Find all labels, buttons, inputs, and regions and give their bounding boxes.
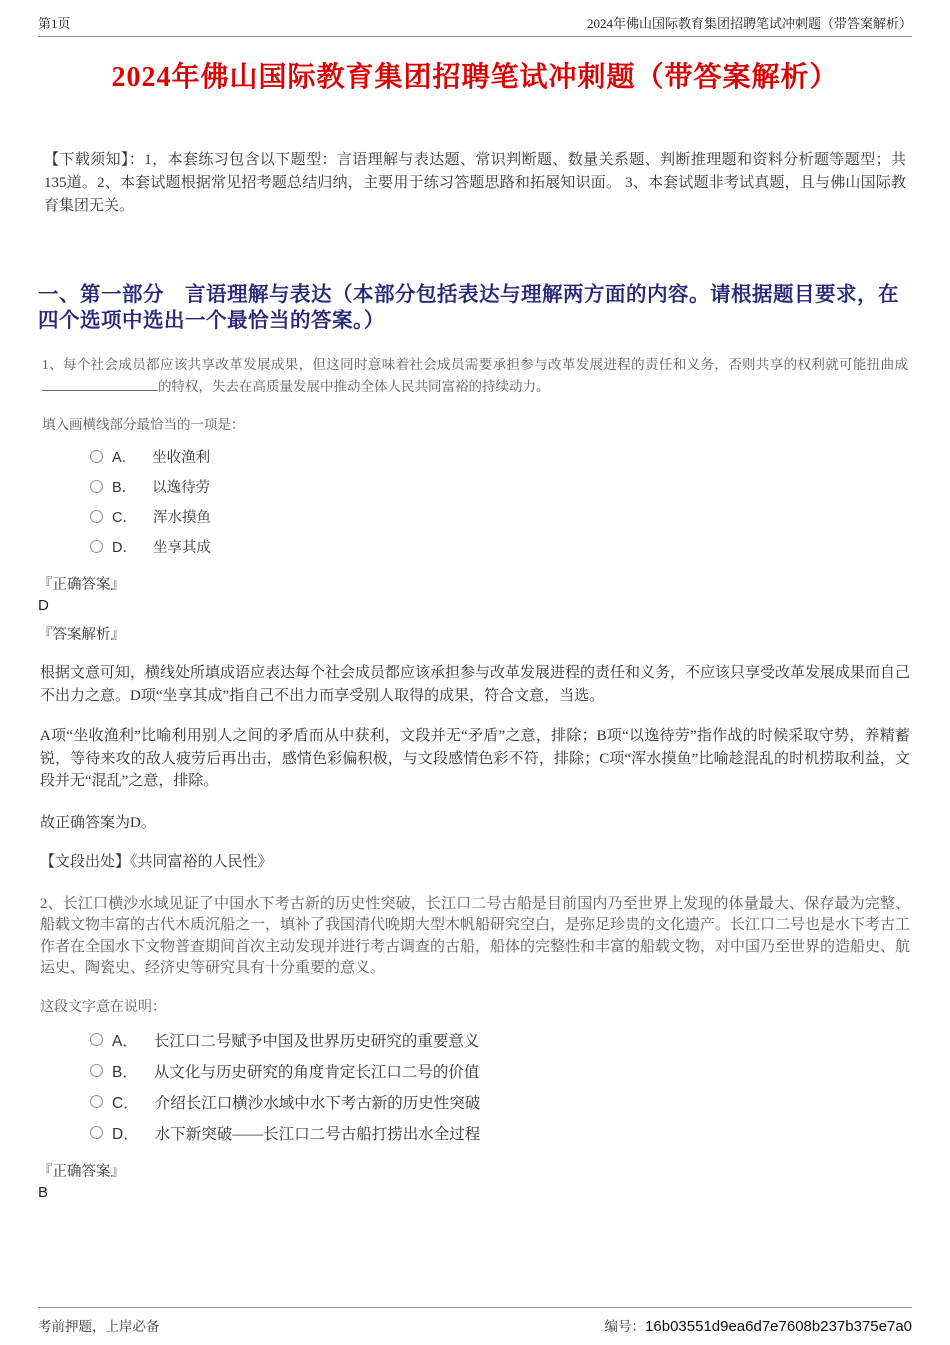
question-2-prompt: 这段文字意在说明： xyxy=(40,999,166,1015)
option-text: 介绍长江口横沙水域中水下考古新的历史性突破 xyxy=(154,1094,481,1112)
radio-button[interactable] xyxy=(90,510,103,523)
option-row-d xyxy=(90,536,912,557)
document-title: 2024年佛山国际教育集团招聘笔试冲刺题（带答案解析） xyxy=(111,62,839,93)
footer-code-value: 16b03551d9ea6d7e7608b237b375e7a0 xyxy=(645,1318,912,1335)
option-row-b xyxy=(90,476,912,497)
option-text: 水下新突破——长江口二号古船打捞出水全过程 xyxy=(154,1125,481,1143)
analysis-paragraph-1: 根据文意可知，横线处所填成语应表达每个社会成员都应该承担参与改革发展进程的责任和义务，不应该只享受改革发展成果而自己不出力之意。D项“坐享其成”指自己不出力而享受别人取得的成果，符合文意，当选。 xyxy=(40,665,911,704)
option-text: 从文化与历史研究的角度肯定长江口二号的价值 xyxy=(153,1063,480,1081)
option-row-d xyxy=(90,1122,912,1144)
header-doc-title: 2024年佛山国际教育集团招聘笔试冲刺题（带答案解析） xyxy=(586,16,912,31)
radio-button[interactable] xyxy=(90,450,103,463)
section-heading: 一、第一部分 言语理解与表达（本部分包括表达与理解两方面的内容。请根据题目要求，在四个选项中选出一个最恰当的答案。） xyxy=(38,284,899,332)
question-2-stem: 2、长江口横沙水域见证了中国水下考古新的历史性突破，长江口二号古船是目前国内乃至世界上发现的体量最大、保存最为完整、船载文物丰富的古代木质沉船之一，填补了我国清代晚期大型木帆船研究空白，是弥足珍贵的文化遗产。长江口二号也是水下考古工作者在全国水下文物普查期间首次主动发现并进行考古调查的古船，船体的完整性和丰富的船载文物，对中国乃至世界的造船史、航运史、陶瓷史、经济史等研究具有十分重要的意义。 xyxy=(40,895,911,976)
question-1 xyxy=(38,354,912,871)
option-letter: A． xyxy=(112,1032,138,1050)
option-row-a xyxy=(90,446,912,467)
question-2 xyxy=(38,894,912,1201)
option-letter: D． xyxy=(112,1125,139,1143)
question-1-stem xyxy=(42,354,908,398)
option-row-c xyxy=(90,506,912,527)
correct-answer-value: D xyxy=(38,597,49,614)
radio-button[interactable] xyxy=(90,540,103,553)
option-letter: C． xyxy=(112,510,137,526)
footer-code-label: 编号： xyxy=(604,1319,646,1334)
question-2-options xyxy=(90,1029,912,1144)
correct-answer-value: B xyxy=(38,1183,49,1201)
option-text: 浑水摸鱼 xyxy=(152,510,211,526)
option-text: 坐收渔利 xyxy=(152,450,211,466)
footer-slogan: 考前押题，上岸必备 xyxy=(38,1319,160,1334)
option-letter: B． xyxy=(112,480,137,496)
option-letter: B． xyxy=(112,1063,138,1081)
passage-source: 【文段出处】《共同富裕的人民性》 xyxy=(40,853,273,870)
radio-button[interactable] xyxy=(90,1126,103,1139)
option-row-a xyxy=(90,1029,912,1051)
option-letter: D． xyxy=(112,540,137,556)
question-1-prompt: 填入画横线部分最恰当的一项是： xyxy=(42,417,245,432)
correct-answer-label: 『正确答案』 xyxy=(38,1163,125,1180)
option-row-b xyxy=(90,1060,912,1082)
analysis-label: 『答案解析』 xyxy=(38,627,125,643)
radio-button[interactable] xyxy=(90,1064,103,1077)
question-1-options xyxy=(90,446,912,557)
header-page-number: 第1页 xyxy=(38,16,71,31)
option-letter: A． xyxy=(112,450,137,466)
page-header xyxy=(38,0,912,37)
option-text: 坐享其成 xyxy=(152,540,211,556)
radio-button[interactable] xyxy=(90,1095,103,1108)
blank-underline xyxy=(42,378,158,391)
page-footer xyxy=(38,1307,912,1335)
option-text: 长江口二号赋予中国及世界历史研究的重要意义 xyxy=(153,1032,480,1050)
radio-button[interactable] xyxy=(90,1033,103,1046)
option-letter: C． xyxy=(112,1094,139,1112)
option-text: 以逸待劳 xyxy=(152,480,211,496)
option-row-c xyxy=(90,1091,912,1113)
analysis-conclusion: 故正确答案为D。 xyxy=(40,814,156,831)
stem-text-after: 的特权，失去在高质量发展中推动全体人民共同富裕的持续动力。 xyxy=(158,379,550,394)
footer-code xyxy=(605,1315,912,1335)
correct-answer-label: 『正确答案』 xyxy=(38,577,125,593)
stem-text-before: 1、每个社会成员都应该共享改革发展成果，但这同时意味着社会成员需要承担参与改革发展进程的责任和义务，否则共享的权利就可能扭曲成 xyxy=(42,357,908,372)
radio-button[interactable] xyxy=(90,480,103,493)
download-notice: 【下载须知】：1，本套练习包含以下题型：言语理解与表达题、常识判断题、数量关系题、判断推理题和资料分析题等题型；共135道。2、本套试题根据常见招考题总结归纳，主要用于练习答题思路和拓展知识面。 3、本套试题非考试真题，且与佛山国际教育集团无关。 xyxy=(44,152,906,214)
analysis-paragraph-2: A项“坐收渔利”比喻利用别人之间的矛盾而从中获利，文段并无“矛盾”之意，排除；B项“以逸待劳”指作战的时候采取守势，养精蓄锐，等待来攻的敌人疲劳后再出击，感情色彩偏积极，与文段感情色彩不符，排除；C项“浑水摸鱼”比喻趁混乱的时机捞取利益，文段并无“混乱”之意，排除。 xyxy=(40,728,910,789)
